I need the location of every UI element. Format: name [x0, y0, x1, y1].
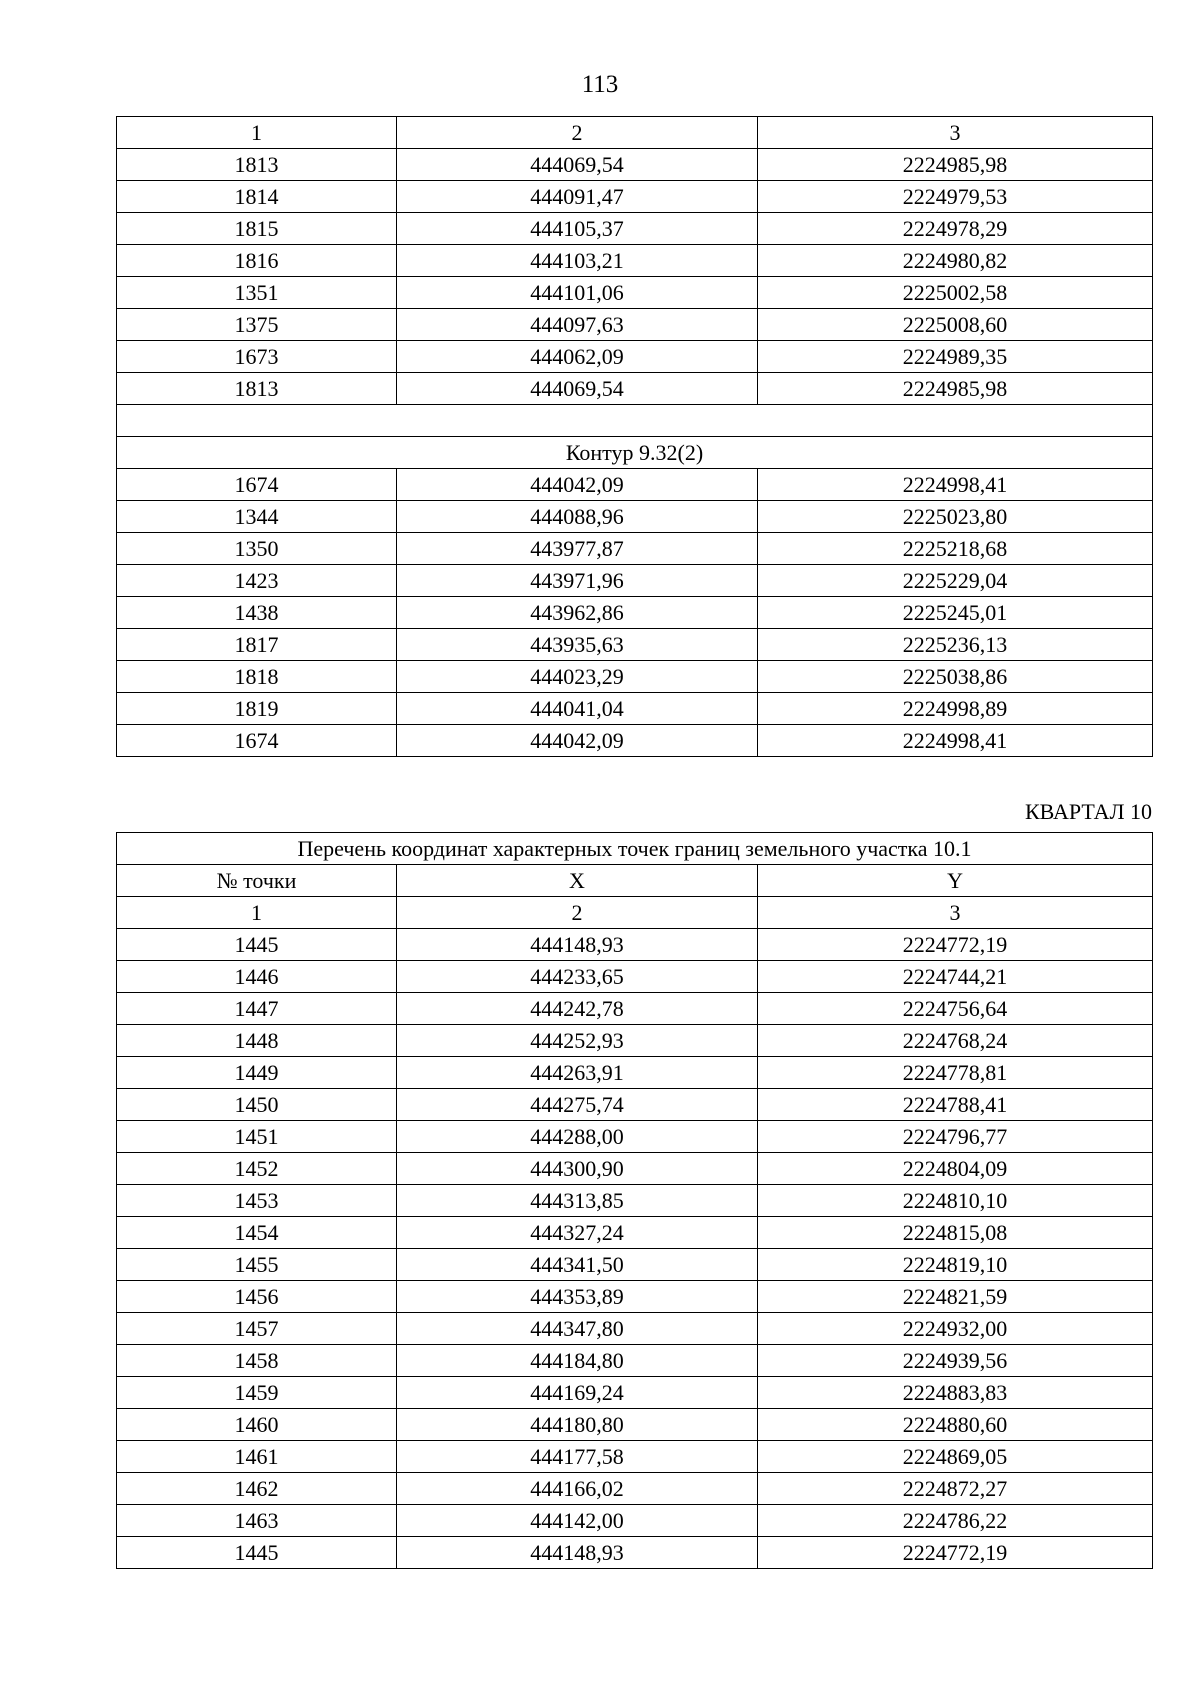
coordinates-table-plot-10-1 [116, 832, 1153, 1569]
point-number-cell: 1438 [117, 597, 397, 629]
x-coordinate-cell: 444252,93 [397, 1025, 758, 1057]
table-row [117, 501, 1153, 533]
point-number-cell: 1445 [117, 929, 397, 961]
point-number-cell: 1423 [117, 565, 397, 597]
y-coordinate-cell: 2224744,21 [758, 961, 1153, 993]
point-number-cell: 1447 [117, 993, 397, 1025]
point-number-cell: 1459 [117, 1377, 397, 1409]
y-coordinate-cell: 2224804,09 [758, 1153, 1153, 1185]
column-number-cell: 1 [117, 117, 397, 149]
table-row [117, 1345, 1153, 1377]
table-row [117, 181, 1153, 213]
x-coordinate-cell: 444263,91 [397, 1057, 758, 1089]
table-row [117, 1441, 1153, 1473]
y-coordinate-cell: 2224778,81 [758, 1057, 1153, 1089]
point-number-cell: 1461 [117, 1441, 397, 1473]
point-number-cell: 1674 [117, 469, 397, 501]
table-row [117, 1217, 1153, 1249]
table-row [117, 1249, 1153, 1281]
column-number-cell: 2 [397, 117, 758, 149]
point-number-cell: 1813 [117, 373, 397, 405]
point-number-cell: 1449 [117, 1057, 397, 1089]
point-number-cell: 1457 [117, 1313, 397, 1345]
table-row [117, 1121, 1153, 1153]
column-header-x: X [397, 865, 758, 897]
table-row [117, 1025, 1153, 1057]
y-coordinate-cell: 2224869,05 [758, 1441, 1153, 1473]
x-coordinate-cell: 444148,93 [397, 929, 758, 961]
table-row [117, 1409, 1153, 1441]
page-number: 113 [581, 71, 619, 98]
x-coordinate-cell: 444069,54 [397, 373, 758, 405]
table-row [117, 341, 1153, 373]
point-number-cell: 1344 [117, 501, 397, 533]
point-number-cell: 1815 [117, 213, 397, 245]
x-coordinate-cell: 444062,09 [397, 341, 758, 373]
x-coordinate-cell: 444042,09 [397, 725, 758, 757]
x-coordinate-cell: 444097,63 [397, 309, 758, 341]
contour-label: Контур 9.32(2) [117, 437, 1153, 469]
table-row [117, 469, 1153, 501]
y-coordinate-cell: 2224819,10 [758, 1249, 1153, 1281]
x-coordinate-cell: 444275,74 [397, 1089, 758, 1121]
y-coordinate-cell: 2225236,13 [758, 629, 1153, 661]
point-number-cell: 1674 [117, 725, 397, 757]
point-number-cell: 1673 [117, 341, 397, 373]
x-coordinate-cell: 444088,96 [397, 501, 758, 533]
table-row [117, 1505, 1153, 1537]
coordinates-table-contour [116, 116, 1153, 757]
x-coordinate-cell: 443971,96 [397, 565, 758, 597]
x-coordinate-cell: 444105,37 [397, 213, 758, 245]
table-row [117, 725, 1153, 757]
table-row [117, 149, 1153, 181]
y-coordinate-cell: 2224980,82 [758, 245, 1153, 277]
point-number-cell: 1462 [117, 1473, 397, 1505]
x-coordinate-cell: 444069,54 [397, 149, 758, 181]
table-title-row [117, 833, 1153, 865]
x-coordinate-cell: 443977,87 [397, 533, 758, 565]
x-coordinate-cell: 444184,80 [397, 1345, 758, 1377]
y-coordinate-cell: 2224796,77 [758, 1121, 1153, 1153]
y-coordinate-cell: 2224788,41 [758, 1089, 1153, 1121]
point-number-cell: 1460 [117, 1409, 397, 1441]
y-coordinate-cell: 2225245,01 [758, 597, 1153, 629]
point-number-cell: 1814 [117, 181, 397, 213]
y-coordinate-cell: 2224772,19 [758, 1537, 1153, 1569]
y-coordinate-cell: 2224978,29 [758, 213, 1153, 245]
table-row [117, 565, 1153, 597]
table-row [117, 961, 1153, 993]
point-number-cell: 1458 [117, 1345, 397, 1377]
table-row [117, 213, 1153, 245]
table-row [117, 1281, 1153, 1313]
x-coordinate-cell: 444242,78 [397, 993, 758, 1025]
point-number-cell: 1813 [117, 149, 397, 181]
y-coordinate-cell: 2224880,60 [758, 1409, 1153, 1441]
y-coordinate-cell: 2224768,24 [758, 1025, 1153, 1057]
x-coordinate-cell: 444327,24 [397, 1217, 758, 1249]
x-coordinate-cell: 444300,90 [397, 1153, 758, 1185]
y-coordinate-cell: 2224979,53 [758, 181, 1153, 213]
point-number-cell: 1463 [117, 1505, 397, 1537]
y-coordinate-cell: 2225008,60 [758, 309, 1153, 341]
x-coordinate-cell: 444023,29 [397, 661, 758, 693]
x-coordinate-cell: 444166,02 [397, 1473, 758, 1505]
column-header-y: Y [758, 865, 1153, 897]
table-row [117, 597, 1153, 629]
table-row [117, 1057, 1153, 1089]
point-number-cell: 1445 [117, 1537, 397, 1569]
x-coordinate-cell: 444091,47 [397, 181, 758, 213]
point-number-cell: 1455 [117, 1249, 397, 1281]
point-number-cell: 1819 [117, 693, 397, 725]
y-coordinate-cell: 2224932,00 [758, 1313, 1153, 1345]
table-row [117, 1537, 1153, 1569]
table-row [117, 1473, 1153, 1505]
table-row [117, 1185, 1153, 1217]
y-coordinate-cell: 2224756,64 [758, 993, 1153, 1025]
contour-label-row [117, 437, 1153, 469]
x-coordinate-cell: 444041,04 [397, 693, 758, 725]
x-coordinate-cell: 444103,21 [397, 245, 758, 277]
quarter-heading: КВАРТАЛ 10 [1024, 799, 1152, 824]
column-header-point-number: № точки [117, 865, 397, 897]
table-row [117, 533, 1153, 565]
point-number-cell: 1452 [117, 1153, 397, 1185]
x-coordinate-cell: 443935,63 [397, 629, 758, 661]
column-number-cell: 2 [397, 897, 758, 929]
point-number-cell: 1450 [117, 1089, 397, 1121]
y-coordinate-cell: 2224883,83 [758, 1377, 1153, 1409]
column-header-row [117, 865, 1153, 897]
table-row [117, 629, 1153, 661]
table-row [117, 277, 1153, 309]
x-coordinate-cell: 444313,85 [397, 1185, 758, 1217]
x-coordinate-cell: 444233,65 [397, 961, 758, 993]
point-number-cell: 1446 [117, 961, 397, 993]
point-number-cell: 1818 [117, 661, 397, 693]
x-coordinate-cell: 444353,89 [397, 1281, 758, 1313]
x-coordinate-cell: 444288,00 [397, 1121, 758, 1153]
table-row [117, 309, 1153, 341]
y-coordinate-cell: 2224786,22 [758, 1505, 1153, 1537]
blank-row [117, 405, 1153, 437]
table-row [117, 993, 1153, 1025]
x-coordinate-cell: 444177,58 [397, 1441, 758, 1473]
y-coordinate-cell: 2224985,98 [758, 373, 1153, 405]
x-coordinate-cell: 444341,50 [397, 1249, 758, 1281]
column-number-row [117, 117, 1153, 149]
x-coordinate-cell: 444042,09 [397, 469, 758, 501]
x-coordinate-cell: 444169,24 [397, 1377, 758, 1409]
x-coordinate-cell: 444148,93 [397, 1537, 758, 1569]
point-number-cell: 1817 [117, 629, 397, 661]
table-row [117, 1089, 1153, 1121]
y-coordinate-cell: 2224772,19 [758, 929, 1153, 961]
table-row [117, 661, 1153, 693]
y-coordinate-cell: 2224821,59 [758, 1281, 1153, 1313]
point-number-cell: 1456 [117, 1281, 397, 1313]
x-coordinate-cell: 444142,00 [397, 1505, 758, 1537]
blank-cell [117, 405, 1153, 437]
x-coordinate-cell: 444347,80 [397, 1313, 758, 1345]
column-number-cell: 3 [758, 117, 1153, 149]
y-coordinate-cell: 2224985,98 [758, 149, 1153, 181]
y-coordinate-cell: 2224998,41 [758, 469, 1153, 501]
table-row [117, 245, 1153, 277]
table-row [117, 693, 1153, 725]
y-coordinate-cell: 2225218,68 [758, 533, 1153, 565]
table-row [117, 1377, 1153, 1409]
y-coordinate-cell: 2224998,41 [758, 725, 1153, 757]
y-coordinate-cell: 2224810,10 [758, 1185, 1153, 1217]
point-number-cell: 1451 [117, 1121, 397, 1153]
coordinates-table-body [117, 833, 1153, 1569]
table-row [117, 1313, 1153, 1345]
table-title: Перечень координат характерных точек границ земельного участка 10.1 [117, 833, 1153, 865]
y-coordinate-cell: 2225002,58 [758, 277, 1153, 309]
y-coordinate-cell: 2224815,08 [758, 1217, 1153, 1249]
point-number-cell: 1453 [117, 1185, 397, 1217]
table-row [117, 929, 1153, 961]
x-coordinate-cell: 444101,06 [397, 277, 758, 309]
column-number-row [117, 897, 1153, 929]
y-coordinate-cell: 2224939,56 [758, 1345, 1153, 1377]
y-coordinate-cell: 2224872,27 [758, 1473, 1153, 1505]
point-number-cell: 1454 [117, 1217, 397, 1249]
y-coordinate-cell: 2225038,86 [758, 661, 1153, 693]
x-coordinate-cell: 443962,86 [397, 597, 758, 629]
point-number-cell: 1816 [117, 245, 397, 277]
point-number-cell: 1350 [117, 533, 397, 565]
y-coordinate-cell: 2225229,04 [758, 565, 1153, 597]
y-coordinate-cell: 2225023,80 [758, 501, 1153, 533]
table-row [117, 373, 1153, 405]
point-number-cell: 1375 [117, 309, 397, 341]
column-number-cell: 1 [117, 897, 397, 929]
x-coordinate-cell: 444180,80 [397, 1409, 758, 1441]
y-coordinate-cell: 2224989,35 [758, 341, 1153, 373]
table-row [117, 1153, 1153, 1185]
column-number-cell: 3 [758, 897, 1153, 929]
point-number-cell: 1351 [117, 277, 397, 309]
coordinates-table-body [117, 117, 1153, 757]
point-number-cell: 1448 [117, 1025, 397, 1057]
y-coordinate-cell: 2224998,89 [758, 693, 1153, 725]
